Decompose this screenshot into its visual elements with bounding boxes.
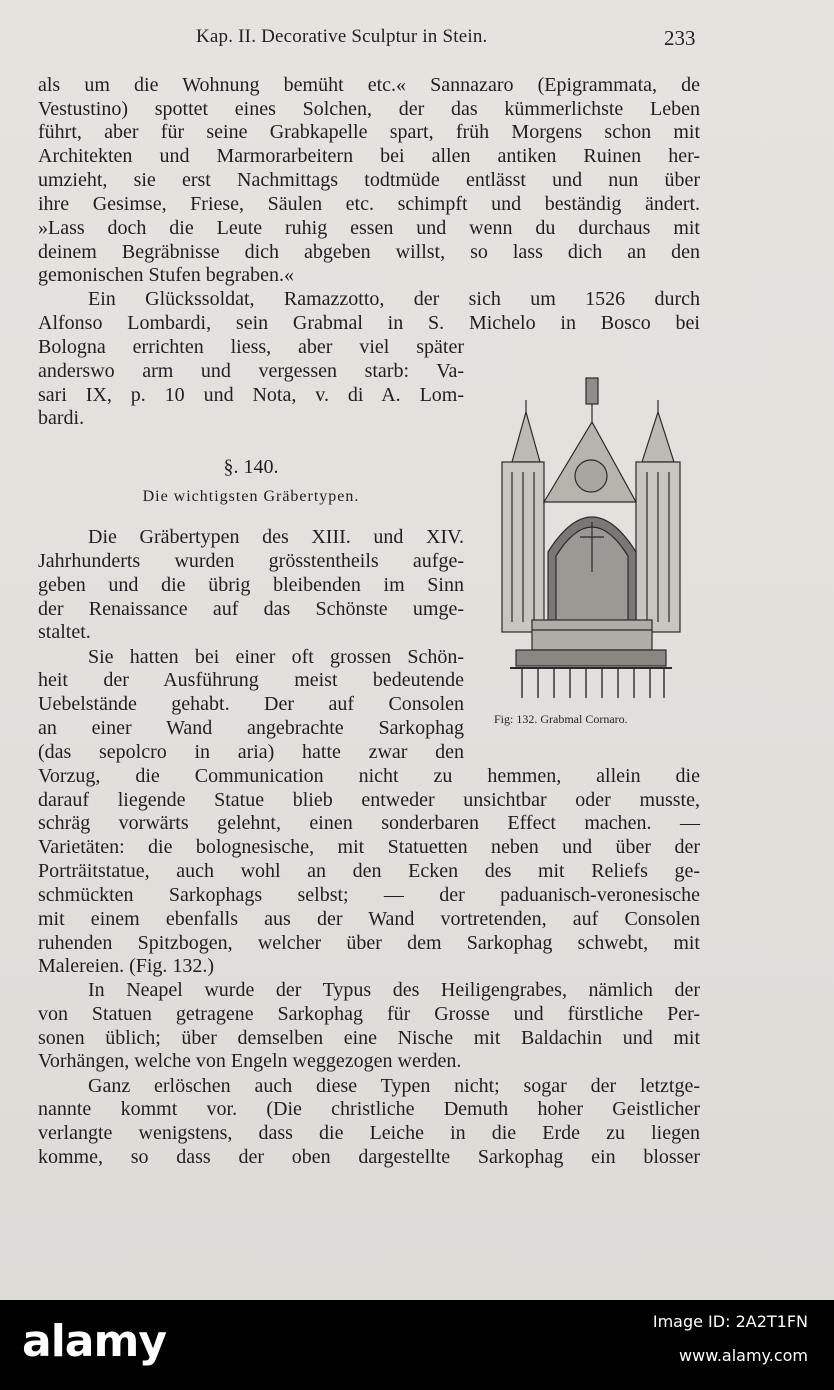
text-line: In Neapel wurde der Typus des Heiligengrabes, nämlich der <box>88 979 700 1001</box>
text-line: nannte kommt vor. (Die christliche Demuth hoher Geistlicher <box>38 1098 700 1120</box>
text-line: sari IX, p. 10 und Nota, v. di A. Lom- <box>38 384 464 406</box>
text-line: Architekten und Marmorarbeitern bei allen antiken Ruinen her- <box>38 145 700 167</box>
text-line: ihre Gesimse, Friese, Säulen etc. schimpft und beständig ändert. <box>38 193 700 215</box>
text-line: schräg vorwärts gelehnt, einen sonderbaren Effect machen. — <box>38 812 700 834</box>
section-number: §. 140. <box>223 456 279 478</box>
stock-watermark-bar <box>0 1300 834 1390</box>
text-line: sonen üblich; über demselben eine Nische mit Baldachin und mit <box>38 1027 700 1049</box>
text-line: anderswo arm und vergessen starb: Va- <box>38 360 464 382</box>
running-header <box>0 24 834 54</box>
figure-caption: Fig: 132. Grabmal Cornaro. <box>494 712 628 726</box>
text-line: (das sepolcro in aria) hatte zwar den <box>38 741 464 763</box>
text-line: heit der Ausführung meist bedeutende <box>38 669 464 691</box>
text-line: gemonischen Stufen begraben.« <box>38 264 295 286</box>
text-line: Ganz erlöschen auch diese Typen nicht; sogar der letztge- <box>88 1075 700 1097</box>
text-line: mit einem ebenfalls aus der Wand vortretenden, auf Consolen <box>38 908 700 930</box>
text-line: bardi. <box>38 407 85 429</box>
running-title: Kap. II. Decorative Sculptur in Stein. <box>196 26 488 47</box>
gothic-tomb-engraving <box>492 372 688 704</box>
text-line: Malereien. (Fig. 132.) <box>38 955 215 977</box>
text-line: Die Gräbertypen des XIII. und XIV. <box>88 526 464 548</box>
text-line: ruhenden Spitzbogen, welcher über dem Sarkophag schwebt, mit <box>38 932 700 954</box>
text-line: Jahrhunderts wurden grösstentheils aufge- <box>38 550 464 572</box>
page-number: 233 <box>664 26 696 50</box>
text-line: geben und die übrig bleibenden im Sinn <box>38 574 464 596</box>
text-line: Sie hatten bei einer oft grossen Schön- <box>88 646 464 668</box>
site-url: www.alamy.com <box>679 1346 808 1365</box>
text-line: Ein Glückssoldat, Ramazzotto, der sich um 1526 durch <box>88 288 700 310</box>
section-heading: Die wichtigsten Gräbertypen. <box>142 488 360 505</box>
text-line: staltet. <box>38 621 91 643</box>
text-line: komme, so dass der oben dargestellte Sarkophag ein blosser <box>38 1146 700 1168</box>
text-line: Bologna errichten liess, aber viel später <box>38 336 464 358</box>
image-id-label: Image ID: 2A2T1FN <box>652 1312 808 1331</box>
text-line: Vorzug, die Communication nicht zu hemmen, allein die <box>38 765 700 787</box>
text-line: Porträitstatue, auch wohl an den Ecken des mit Reliefs ge- <box>38 860 700 882</box>
text-line: Alfonso Lombardi, sein Grabmal in S. Michelo in Bosco bei <box>38 312 700 334</box>
text-line: darauf liegende Statue blieb entweder unsichtbar oder musste, <box>38 789 700 811</box>
text-line: Vestustino) spottet eines Solchen, der das kümmerlichste Leben <box>38 98 700 120</box>
text-line: führt, aber für seine Grabkapelle spart, früh Morgens schon mit <box>38 121 700 143</box>
text-line: umzieht, sie erst Nachmittags todtmüde entlässt und nun über <box>38 169 700 191</box>
text-line: deinem Begräbnisse dich abgeben willst, so lass dich an den <box>38 241 700 263</box>
text-line: »Lass doch die Leute ruhig essen und wenn du durchaus mit <box>38 217 700 239</box>
text-line: der Renaissance auf das Schönste umge- <box>38 598 464 620</box>
text-line: verlangte wenigstens, dass die Leiche in die Erde zu liegen <box>38 1122 700 1144</box>
text-line: Uebelstände gehabt. Der auf Consolen <box>38 693 464 715</box>
text-line: schmückten Sarkophags selbst; — der paduanisch-veronesische <box>38 884 700 906</box>
text-line: von Statuen getragene Sarkophag für Grosse und fürstliche Per- <box>38 1003 700 1025</box>
text-line: als um die Wohnung bemüht etc.« Sannazaro (Epigrammata, de <box>38 74 700 96</box>
text-line: Vorhängen, welche von Engeln weggezogen werden. <box>38 1050 462 1072</box>
text-line: an einer Wand angebrachte Sarkophag <box>38 717 464 739</box>
alamy-logo: alamy <box>22 1316 166 1367</box>
text-line: Varietäten: die bolognesische, mit Statuetten neben und über der <box>38 836 700 858</box>
